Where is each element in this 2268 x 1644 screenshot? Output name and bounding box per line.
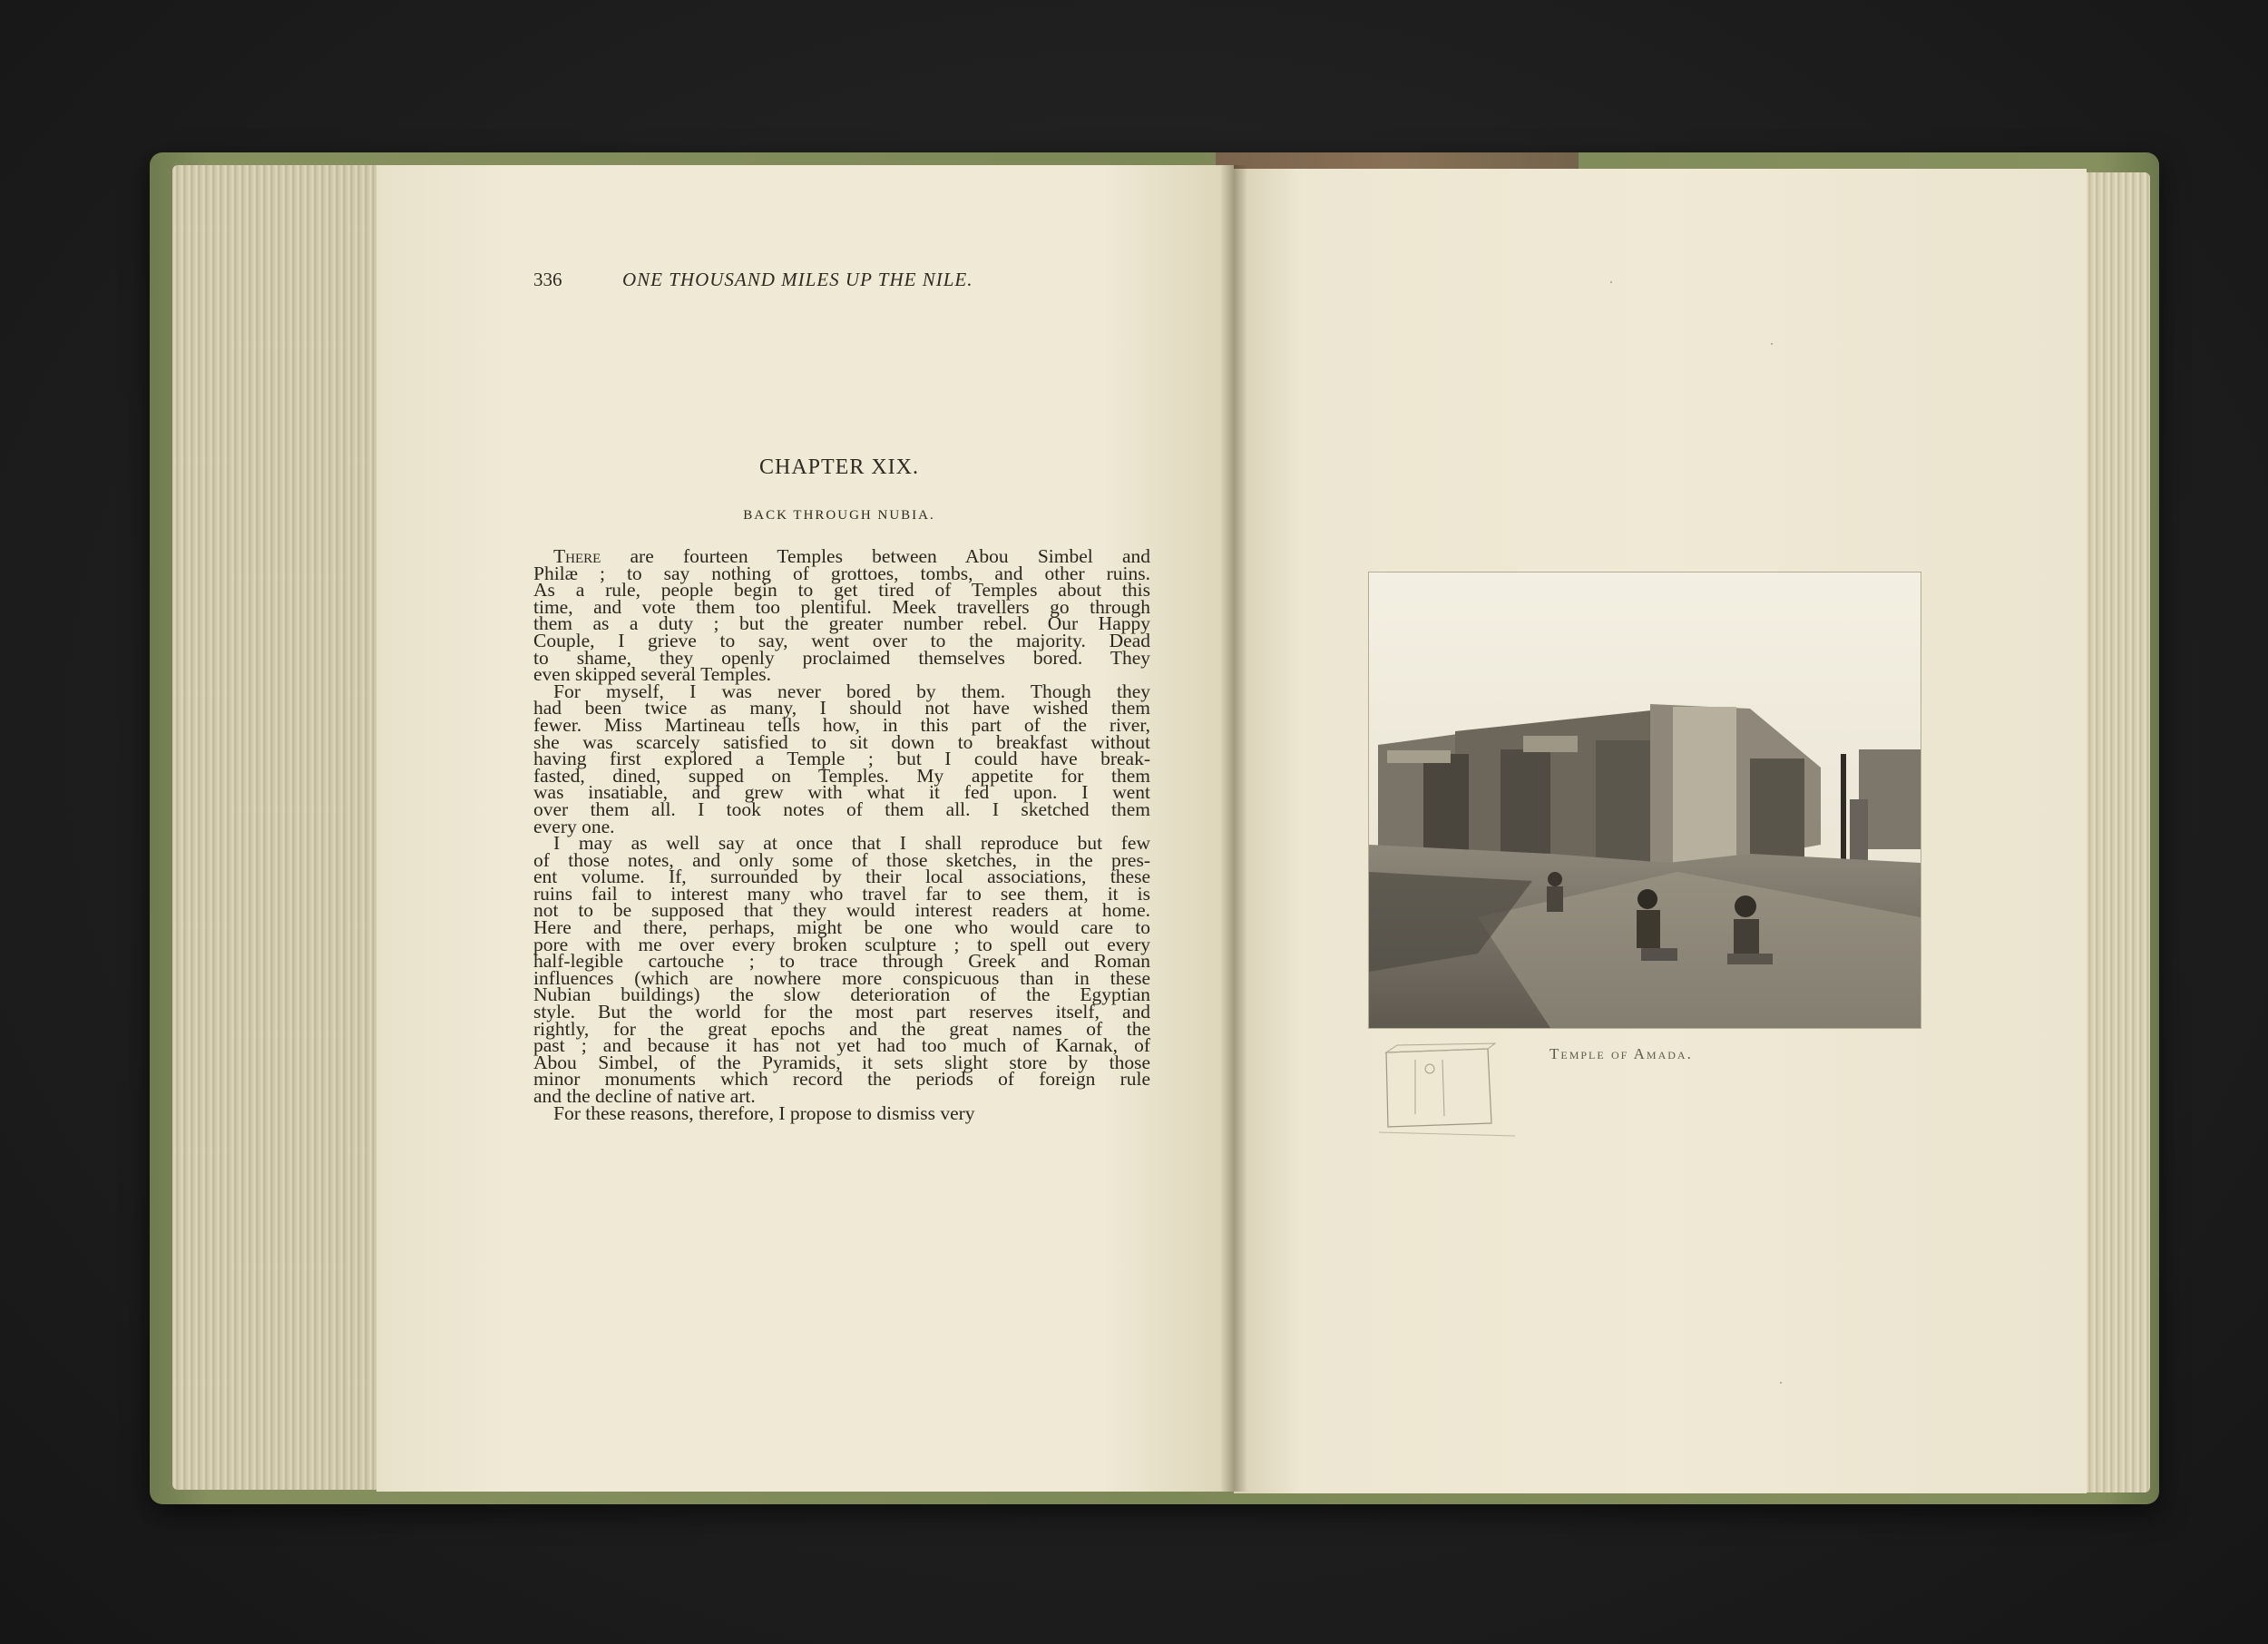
text-line: As a rule, people begin to get tired of Temples about this bbox=[533, 579, 1150, 602]
text-line: fewer. Miss Martineau tells how, in this part of the river, bbox=[533, 713, 1150, 736]
running-head-title: ONE THOUSAND MILES UP THE NILE. bbox=[622, 269, 973, 290]
page-number: 336 bbox=[533, 269, 562, 290]
text-line: rightly, for the great epochs and the great names of the bbox=[533, 1017, 1150, 1040]
book-gutter bbox=[1220, 165, 1247, 1492]
text-line: There are fourteen Temples between Abou Simbel and bbox=[553, 545, 1150, 567]
text-line: influences (which are nowhere more conspicuous than in these bbox=[533, 966, 1150, 989]
text-line: For these reasons, therefore, I propose to dismiss very bbox=[553, 1101, 975, 1124]
text-line: past ; and because it has not yet had too much of Karnak, of bbox=[533, 1034, 1150, 1057]
text-line: and the decline of native art. bbox=[533, 1085, 756, 1107]
text-line: not to be supposed that they would interest readers at home. bbox=[533, 899, 1150, 922]
text-line: every one. bbox=[533, 815, 615, 837]
text-line: them as a duty ; but the greater number rebel. Our Happy bbox=[533, 612, 1150, 635]
text-line: Abou Simbel, of the Pyramids, it sets slight store by those bbox=[533, 1051, 1150, 1073]
text-line: ruins fail to interest many who travel far to see them, it is bbox=[533, 882, 1150, 905]
chapter-title: CHAPTER XIX. bbox=[758, 455, 919, 479]
text-line: having first explored a Temple ; but I could have break- bbox=[533, 748, 1150, 770]
text-line: half-legible cartouche ; to trace through Greek and Roman bbox=[533, 950, 1150, 973]
text-line: Here and there, perhaps, might be one who would care to bbox=[533, 916, 1150, 939]
text-line: style. But the world for the most part reserves itself, and bbox=[533, 1001, 1150, 1023]
text-line: had been twice as many, I should not have wished them bbox=[533, 697, 1150, 719]
text-line: of those notes, and only some of those sketches, in the pres- bbox=[533, 848, 1150, 871]
text-line: pore with me over every broken sculpture ; to spell out every bbox=[533, 933, 1150, 955]
text-line: I may as well say at once that I shall reproduce but few bbox=[553, 832, 1150, 855]
body-text bbox=[533, 545, 1150, 1124]
page-speck bbox=[1610, 281, 1612, 283]
page-speck bbox=[1771, 343, 1773, 345]
text-line: fasted, dined, supped on Temples. My appetite for them bbox=[533, 764, 1150, 787]
text-line: For myself, I was never bored by them. Though they bbox=[553, 680, 1150, 702]
text-line: time, and vote them too plentiful. Meek travellers go through bbox=[533, 595, 1150, 618]
stone-sketch-image bbox=[1379, 1042, 1515, 1141]
text-line: Philæ ; to say nothing of grottoes, tombs, and other ruins. bbox=[533, 562, 1150, 584]
text-line: even skipped several Temples. bbox=[533, 663, 771, 686]
text-line: ent volume. If, surrounded by their local associations, these bbox=[533, 866, 1150, 888]
stone-sketch-vignette bbox=[1379, 1042, 1515, 1141]
text-line: Nubian buildings) the slow deterioration of the Egyptian bbox=[533, 983, 1150, 1006]
text-line: was insatiable, and grew with what it fed upon. I went bbox=[533, 781, 1150, 804]
temple-photograph bbox=[1368, 572, 1921, 1029]
text-line: she was scarcely satisfied to sit down to breakfast without bbox=[533, 730, 1150, 753]
page-edges-left bbox=[172, 165, 390, 1490]
page-speck bbox=[1780, 1382, 1782, 1384]
text-line: Couple, I grieve to say, went over to the majority. Dead bbox=[533, 629, 1150, 651]
text-line: to shame, they openly proclaimed themselves bored. They bbox=[533, 646, 1150, 669]
plate-caption: Temple of Amada. bbox=[1549, 1045, 1693, 1062]
chapter-subtitle: BACK THROUGH NUBIA. bbox=[743, 508, 935, 523]
temple-photograph-image bbox=[1369, 572, 1921, 1028]
text-line: over them all. I took notes of them all. I sketched them bbox=[533, 798, 1150, 820]
text-line: minor monuments which record the periods of foreign rule bbox=[533, 1068, 1150, 1091]
page-edges-right bbox=[2077, 172, 2150, 1492]
